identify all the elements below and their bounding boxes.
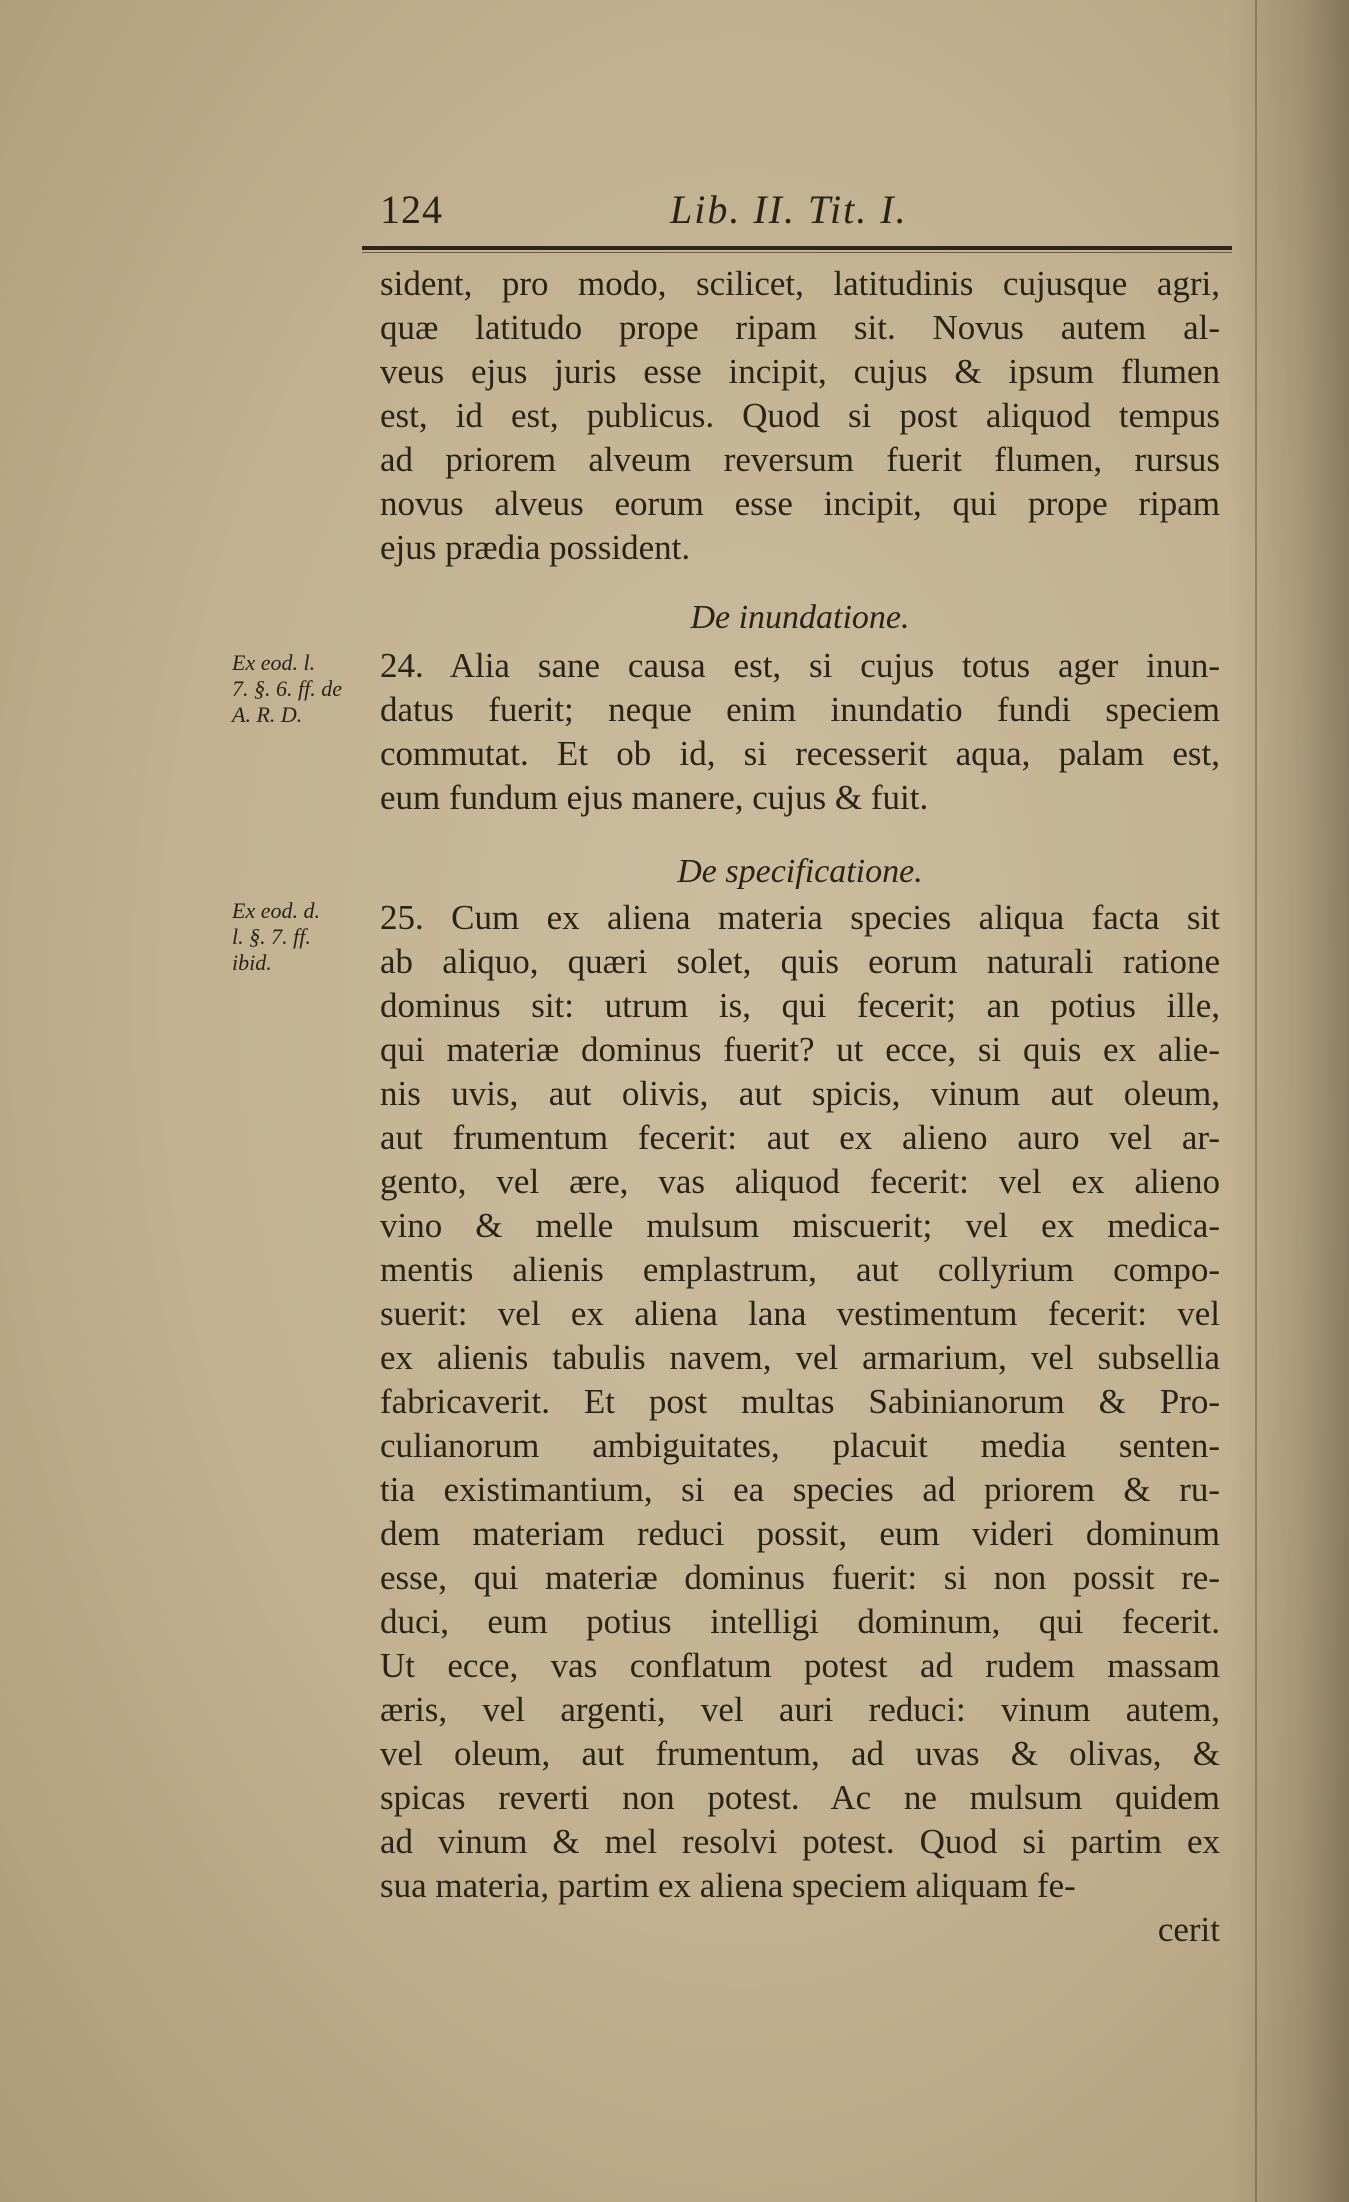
text-line: commutat. Et ob id, si recesserit aqua, palam est, [380, 734, 1220, 773]
gutter-shadow [1229, 0, 1349, 2202]
text-line: aut frumentum fecerit: aut ex alieno auro vel ar- [380, 1118, 1220, 1157]
text-line: æris, vel argenti, vel auri reduci: vinum autem, [380, 1690, 1220, 1729]
text-line: novus alveus eorum esse incipit, qui prope ripam [380, 484, 1220, 523]
text-line: 24. Alia sane causa est, si cujus totus ager inun- [380, 646, 1220, 685]
text-line: datus fuerit; neque enim inundatio fundi speciem [380, 690, 1220, 729]
margin-note-1 [232, 650, 372, 728]
text-block [380, 0, 1220, 2202]
text-line: dominus sit: utrum is, qui fecerit; an potius ille, [380, 986, 1220, 1025]
margin-note-line: Ex eod. l. [232, 650, 316, 675]
text-line: vel oleum, aut frumentum, ad uvas & olivas, & [380, 1734, 1220, 1773]
text-line: ab aliquo, quæri solet, quis eorum naturali ratione [380, 942, 1220, 981]
page-number: 124 [380, 187, 443, 232]
text-line: eum fundum ejus manere, cujus & fuit. [380, 778, 929, 817]
text-line: qui materiæ dominus fuerit? ut ecce, si quis ex alie- [380, 1030, 1220, 1069]
text-line: sua materia, partim ex aliena speciem aliquam fe- [380, 1866, 1076, 1905]
text-line: gento, vel ære, vas aliquod fecerit: vel ex alieno [380, 1162, 1220, 1201]
margin-note-2 [232, 898, 372, 976]
text-line: tia existimantium, si ea species ad priorem & ru- [380, 1470, 1220, 1509]
margin-note-line: A. R. D. [232, 702, 303, 727]
running-head: Lib. II. Tit. I. [670, 187, 908, 232]
text-line: 25. Cum ex aliena materia species aliqua facta sit [380, 898, 1220, 937]
text-line: vino & melle mulsum miscuerit; vel ex medica- [380, 1206, 1220, 1245]
header-rule [362, 246, 1232, 250]
text-line: est, id est, publicus. Quod si post aliquod tempus [380, 396, 1220, 435]
text-line: dem materiam reduci possit, eum videri dominum [380, 1514, 1220, 1553]
text-line: quæ latitudo prope ripam sit. Novus autem al- [380, 308, 1220, 347]
margin-note-line: ibid. [232, 950, 272, 975]
text-line: suerit: vel ex aliena lana vestimentum fecerit: vel [380, 1294, 1220, 1333]
page-edge [1255, 0, 1257, 2202]
text-line: fabricaverit. Et post multas Sabinianorum & Pro- [380, 1382, 1220, 1421]
page-header [380, 186, 1220, 238]
margin-note-line: 7. §. 6. ff. de [232, 676, 342, 701]
text-line: nis uvis, aut olivis, aut spicis, vinum aut oleum, [380, 1074, 1220, 1113]
margin-note-line: Ex eod. d. [232, 898, 320, 923]
text-line: ad vinum & mel resolvi potest. Quod si partim ex [380, 1822, 1220, 1861]
margin-note-line: l. §. 7. ff. [232, 924, 311, 949]
text-line: ad priorem alveum reversum fuerit flumen, rursus [380, 440, 1220, 479]
section-heading-specificatione: De specificatione. [677, 853, 923, 890]
text-line: culianorum ambiguitates, placuit media senten- [380, 1426, 1220, 1465]
text-line: esse, qui materiæ dominus fuerit: si non possit re- [380, 1558, 1220, 1597]
text-line: sident, pro modo, scilicet, latitudinis cujusque agri, [380, 264, 1220, 303]
section-heading-inundatione: De inundatione. [690, 599, 910, 636]
text-line: veus ejus juris esse incipit, cujus & ipsum flumen [380, 352, 1220, 391]
text-line: ejus prædia possident. [380, 528, 691, 567]
text-line: duci, eum potius intelligi dominum, qui fecerit. [380, 1602, 1220, 1641]
text-line: mentis alienis emplastrum, aut collyrium compo- [380, 1250, 1220, 1289]
header-rule-thin [362, 252, 1232, 253]
text-line: spicas reverti non potest. Ac ne mulsum quidem [380, 1778, 1220, 1817]
catchword: cerit [1157, 1910, 1220, 1949]
text-line: ex alienis tabulis navem, vel armarium, vel subsellia [380, 1338, 1220, 1377]
text-line: Ut ecce, vas conflatum potest ad rudem massam [380, 1646, 1220, 1685]
